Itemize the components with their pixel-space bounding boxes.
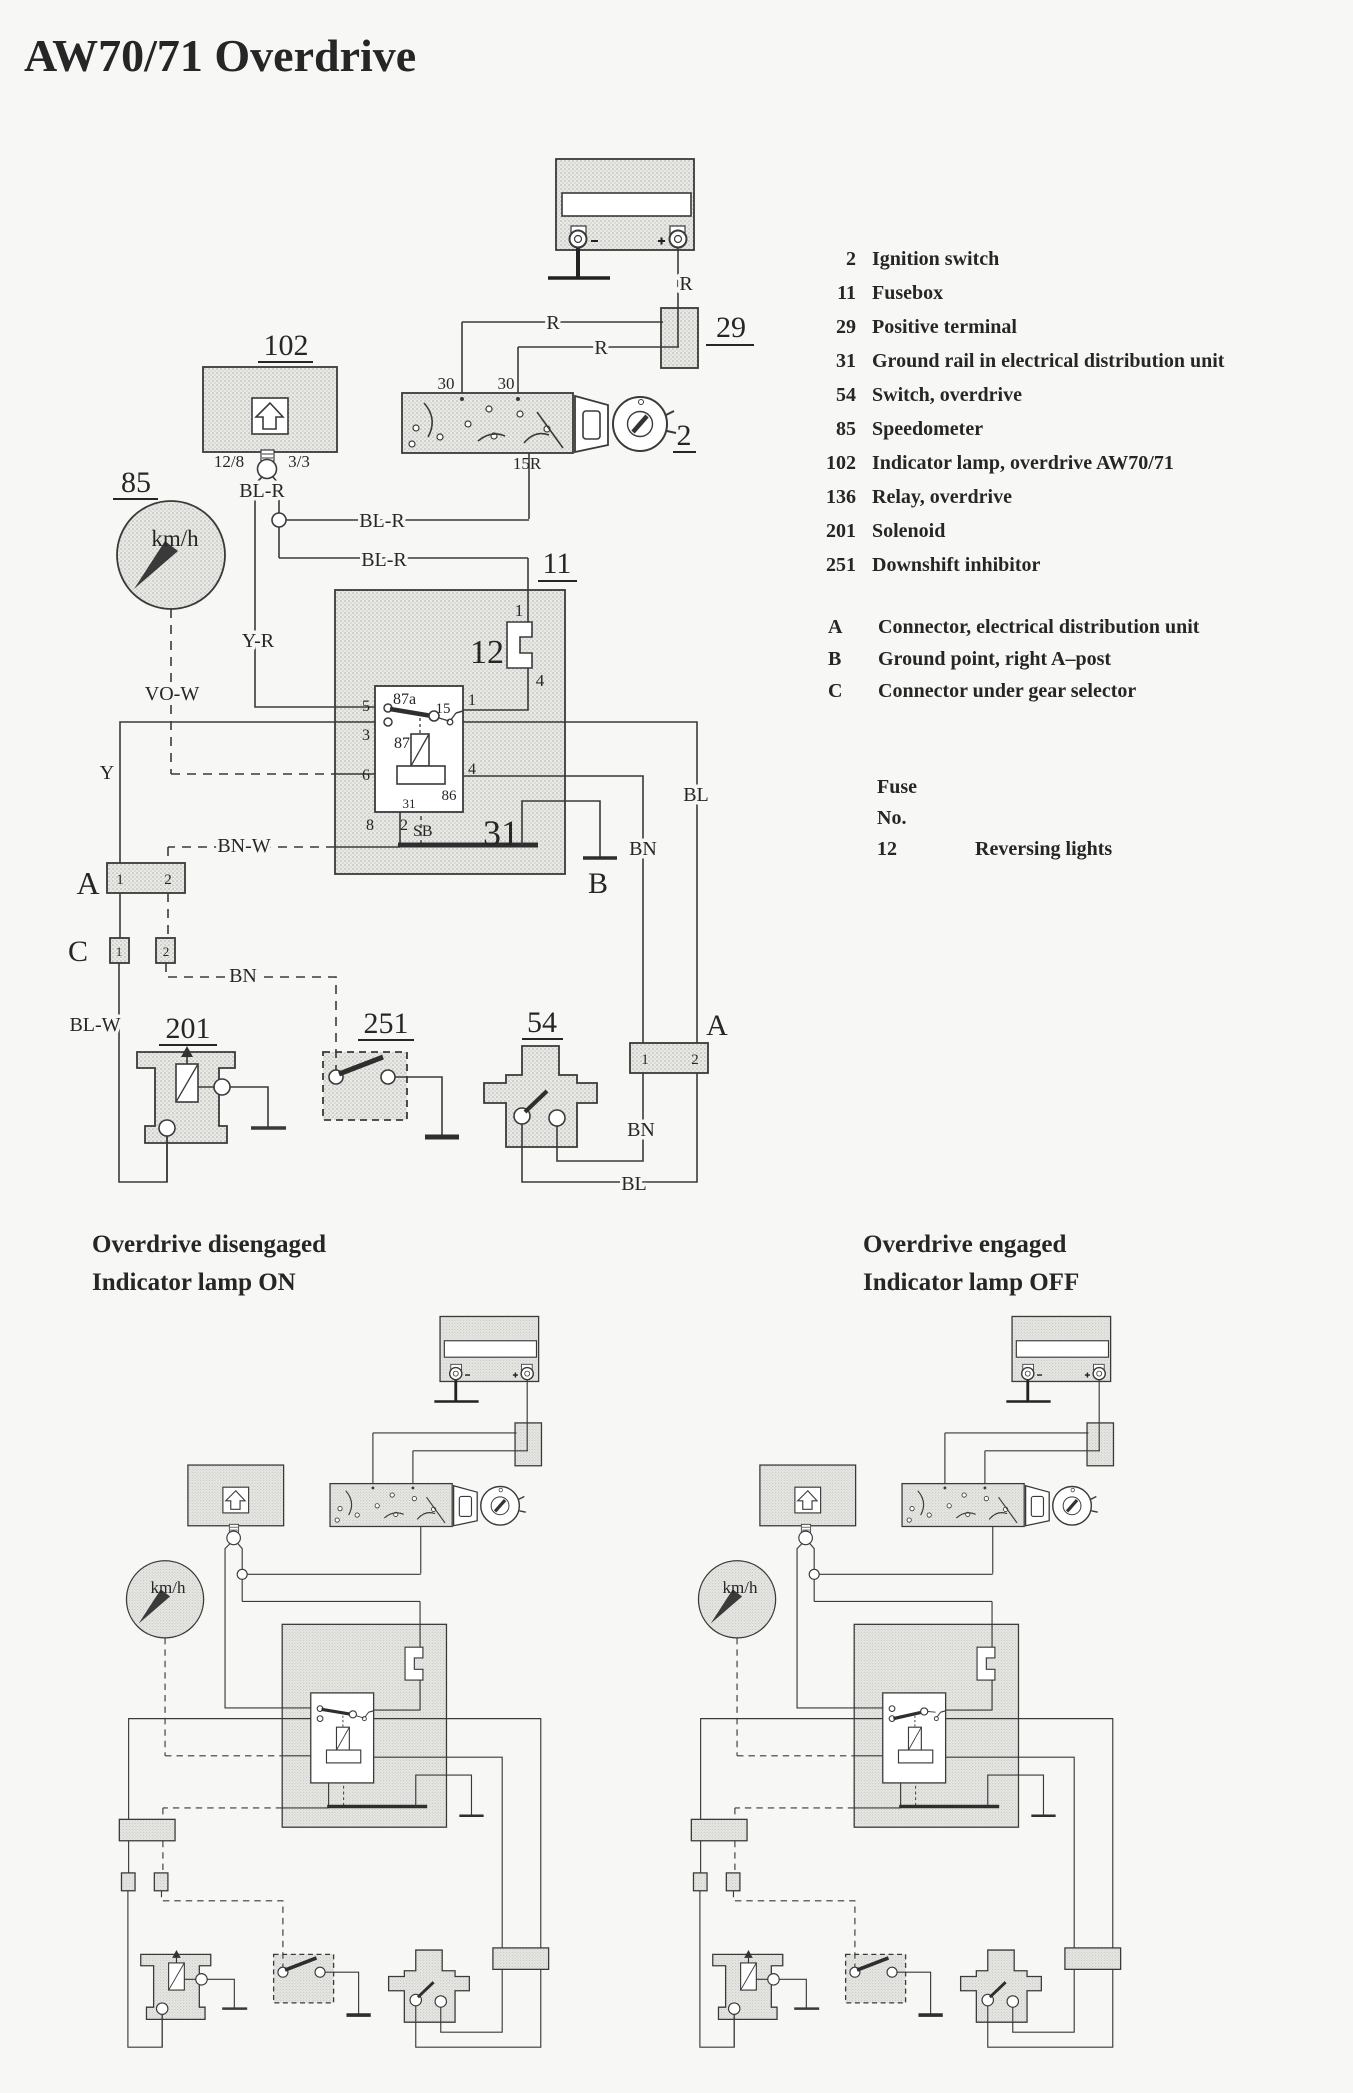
pin-3: 3 [362, 727, 370, 744]
legend-ref: 201 [826, 520, 856, 542]
legend-ref: 54 [836, 384, 856, 406]
c-pin-2: 2 [162, 944, 170, 959]
wire-r-battery: R [679, 273, 693, 295]
connector-legend-ref: A [828, 616, 843, 638]
legend-ref: 29 [836, 316, 856, 338]
page-title: AW70/71 Overdrive [24, 30, 417, 81]
wire-r-mid: R [594, 337, 608, 359]
connector-a-label: A [76, 865, 100, 901]
legend-label: Solenoid [872, 520, 946, 542]
wire-bn-mid: BN [229, 965, 257, 987]
fuse-sub-heading: No. [877, 807, 907, 829]
component-legend [826, 248, 1225, 576]
ref-12: 12 [470, 634, 504, 671]
caption-right-2: Indicator lamp OFF [863, 1269, 1080, 1296]
fuse-heading: Fuse [877, 776, 917, 798]
connector-legend-label: Connector under gear selector [878, 680, 1137, 702]
fuse-pin-4: 4 [535, 671, 545, 690]
sub-right-speedometer-unit: km/h [722, 1578, 758, 1597]
main-wiring-diagram [68, 159, 754, 1195]
wire-bl-w: BL-W [69, 1014, 121, 1036]
fuse-pin-1: 1 [514, 601, 524, 620]
fuse-number: 12 [877, 838, 897, 860]
terminal-30-right: 30 [497, 374, 515, 393]
legend-ref: 136 [826, 486, 856, 508]
a2-pin-1: 1 [641, 1052, 649, 1068]
ref-11: 11 [542, 547, 572, 580]
wire-bl-r-2: BL-R [359, 510, 405, 532]
a2-pin-2: 2 [691, 1052, 699, 1068]
caption-left-2: Indicator lamp ON [92, 1269, 296, 1296]
pin-31: 31 [402, 796, 416, 811]
ref-29: 29 [716, 311, 746, 344]
connector-a2-label: A [706, 1009, 728, 1042]
wire-bl-r-3: BL-R [361, 549, 407, 571]
pin-sb: SB [413, 823, 433, 840]
legend-ref: 85 [836, 418, 856, 440]
terminal-12-8: 12/8 [213, 452, 245, 471]
ref-102: 102 [263, 329, 309, 362]
sub-left-speedometer-unit: km/h [150, 1578, 186, 1597]
pin-5: 5 [362, 698, 370, 715]
legend-label: Indicator lamp, overdrive AW70/71 [872, 452, 1174, 474]
pin-86: 86 [441, 788, 457, 804]
ref-201: 201 [165, 1012, 211, 1045]
connector-legend-label: Connector, electrical distribution unit [878, 616, 1200, 638]
caption-left-1: Overdrive disengaged [92, 1231, 327, 1258]
ref-31: 31 [483, 813, 519, 853]
legend-label: Switch, overdrive [872, 384, 1022, 406]
fuse-description: Reversing lights [975, 838, 1113, 860]
connector-c-label: C [67, 935, 89, 968]
caption-right-1: Overdrive engaged [863, 1231, 1067, 1258]
pin-2: 2 [400, 817, 408, 834]
sub-diagram-engaged [691, 1316, 1120, 2047]
wire-vo-w: VO-W [144, 683, 200, 705]
pin-8: 8 [366, 817, 374, 834]
ref-85: 85 [121, 466, 151, 499]
wire-bl-r-1: BL-R [239, 480, 285, 502]
fuse-info [877, 776, 1112, 860]
pin-1: 1 [468, 692, 476, 709]
wire-bn-lower: BN [627, 1119, 655, 1141]
legend-label: Ignition switch [872, 248, 1000, 270]
legend-label: Speedometer [872, 418, 984, 440]
wire-y-r: Y-R [241, 630, 275, 652]
speedometer-unit: km/h [151, 526, 199, 551]
pin-6: 6 [362, 767, 370, 784]
legend-ref: 251 [826, 554, 856, 576]
ref-2: 2 [676, 419, 692, 452]
a-pin-1: 1 [116, 872, 124, 888]
wire-y: Y [99, 762, 115, 784]
legend-ref: 2 [846, 248, 856, 270]
wire-bn-right: BN [629, 838, 657, 860]
terminal-3-3: 3/3 [288, 452, 310, 471]
pin-87: 87 [394, 735, 410, 752]
a-pin-2: 2 [164, 872, 172, 888]
ref-251: 251 [363, 1007, 409, 1040]
legend-label: Ground rail in electrical distribution unit [872, 350, 1225, 372]
terminal-30-left: 30 [437, 374, 455, 393]
c-pin-1: 1 [115, 944, 123, 959]
wire-bl-lower: BL [621, 1173, 647, 1195]
captions [92, 1231, 1079, 1296]
connector-legend [828, 616, 1200, 702]
legend-ref: 11 [837, 282, 856, 304]
wire-bn-w: BN-W [217, 835, 271, 857]
ref-54: 54 [527, 1006, 557, 1039]
pin-4: 4 [468, 761, 476, 778]
connector-legend-ref: B [828, 648, 842, 670]
legend-label: Positive terminal [872, 316, 1017, 338]
sub-diagram-disengaged [119, 1316, 548, 2047]
legend-ref: 102 [826, 452, 856, 474]
legend-label: Relay, overdrive [872, 486, 1012, 508]
legend-label: Downshift inhibitor [872, 554, 1041, 576]
connector-legend-label: Ground point, right A–post [878, 648, 1112, 670]
ground-b-label: B [587, 867, 609, 900]
pin-15: 15 [435, 701, 451, 717]
wire-bl-right: BL [683, 784, 709, 806]
connector-legend-ref: C [828, 680, 843, 702]
pin-87a: 87a [393, 691, 417, 708]
legend-ref: 31 [836, 350, 856, 372]
wire-r-top: R [546, 312, 560, 334]
legend-label: Fusebox [872, 282, 944, 304]
terminal-15r: 15R [512, 454, 542, 473]
